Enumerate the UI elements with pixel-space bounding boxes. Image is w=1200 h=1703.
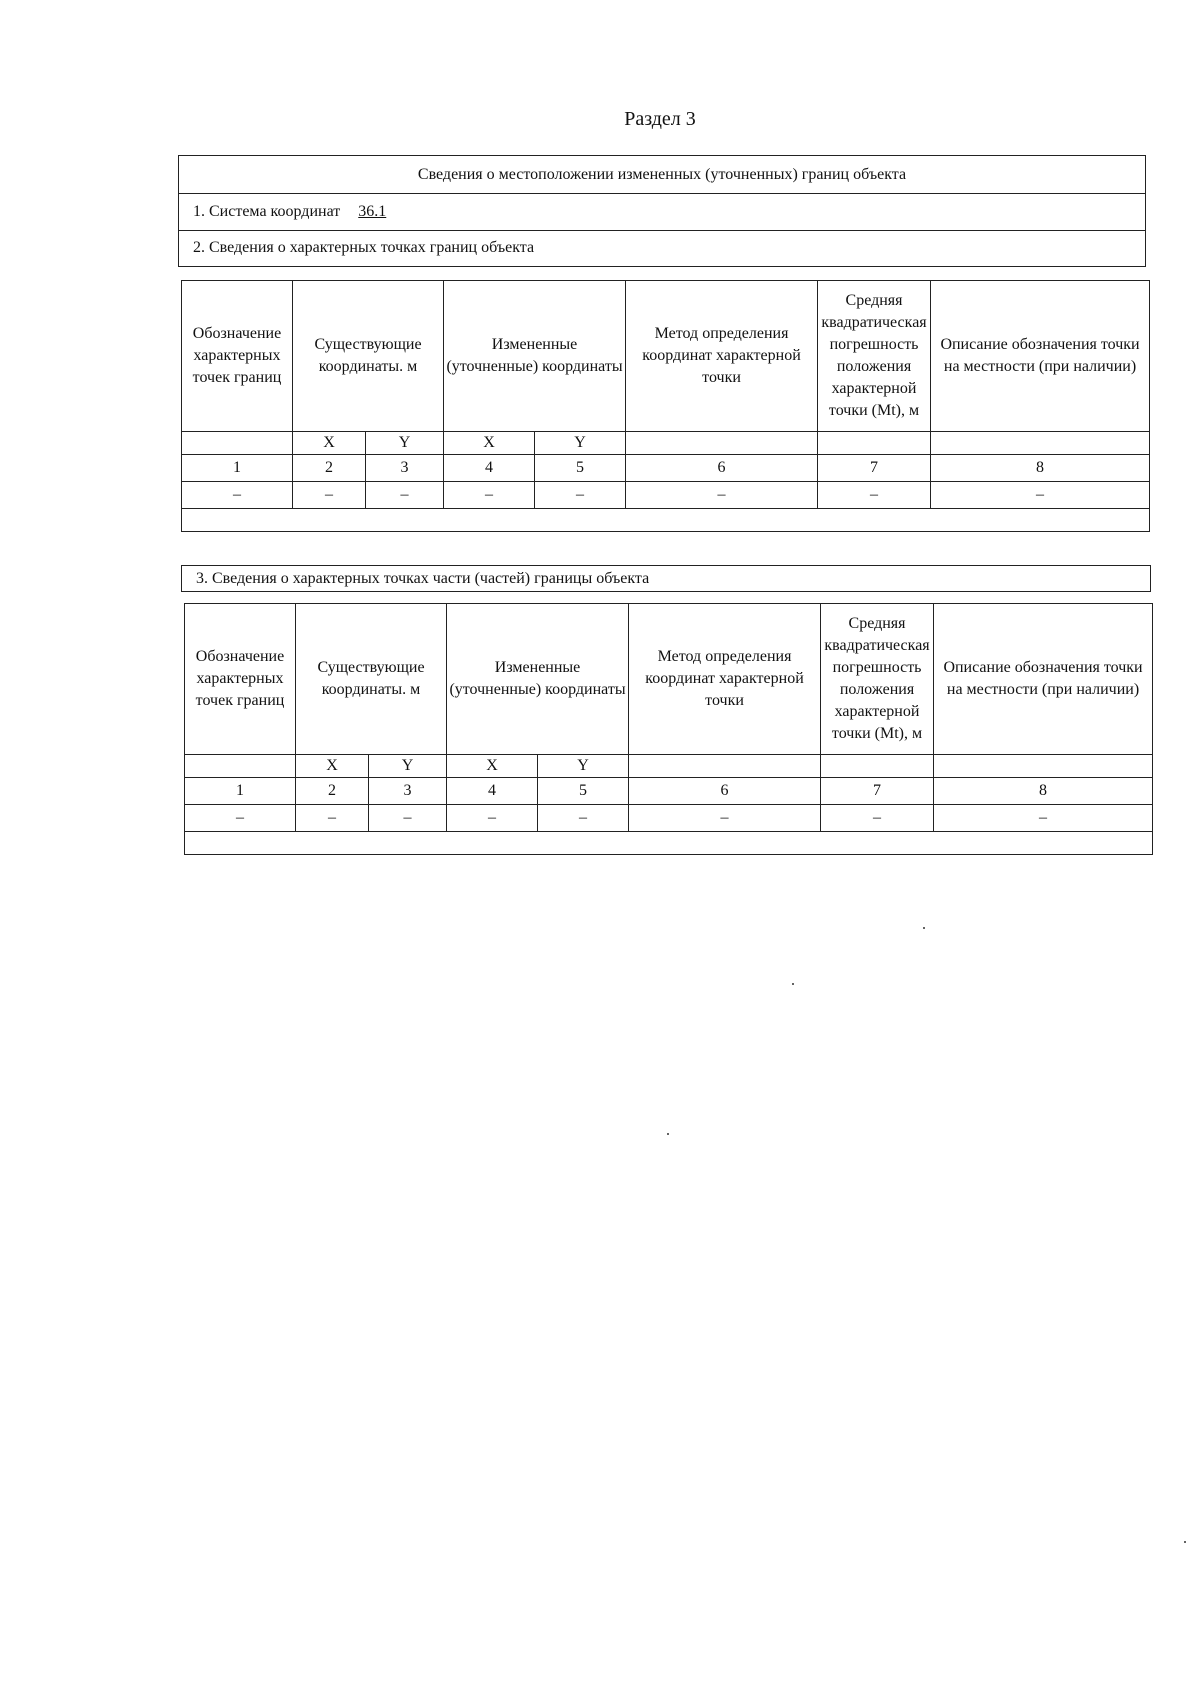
dash-cell: – [444,482,535,509]
dash-cell: – [626,482,818,509]
col-number: 1 [185,778,296,805]
sub-empty [818,432,931,455]
sub-y-changed: Y [535,432,626,455]
header-existing-coords: Существующие координаты. м [296,604,447,755]
dash-cell: – [821,805,934,832]
header-method: Метод определения координат характерной точки [629,604,821,755]
col-number: 6 [626,455,818,482]
dash-cell: – [182,482,293,509]
empty-row [185,832,1153,855]
sub-empty [821,755,934,778]
coord-system-label: 1. Система координат [193,203,341,220]
sub-empty [626,432,818,455]
dash-cell: – [447,805,538,832]
dash-cell: – [296,805,369,832]
sub-x-changed: X [447,755,538,778]
sub-empty [185,755,296,778]
col-number: 4 [447,778,538,805]
coord-system-row [179,194,1145,231]
header-mean-error: Средняя квадратическая погрешность положения характерной точки (Mt), м [821,604,934,755]
dash-cell: – [538,805,629,832]
header-method: Метод определения координат характерной точки [626,281,818,432]
dash-cell: – [535,482,626,509]
points-table-main [181,280,1150,532]
col-number: 5 [535,455,626,482]
sub-x-existing: X [296,755,369,778]
coord-system-value: 36.1 [358,203,387,220]
sub-x-existing: X [293,432,366,455]
sub-empty [182,432,293,455]
col-number: 7 [818,455,931,482]
dash-cell: – [818,482,931,509]
dash-cell: – [185,805,296,832]
col-number: 2 [293,455,366,482]
sub-empty [931,432,1150,455]
header-changed-coords: Измененные (уточненные) координаты [447,604,629,755]
scan-speck [792,983,794,985]
dash-cell: – [629,805,821,832]
header-mean-error: Средняя квадратическая погрешность положения характерной точки (Mt), м [818,281,931,432]
scan-speck [923,927,925,929]
header-description: Описание обозначения точки на местности (при наличии) [931,281,1150,432]
col-number: 2 [296,778,369,805]
header-changed-coords: Измененные (уточненные) координаты [444,281,626,432]
col-number: 4 [444,455,535,482]
sub-empty [934,755,1153,778]
dash-cell: – [369,805,447,832]
info-heading: Сведения о местоположении измененных (уточненных) границ объекта [179,156,1145,194]
header-existing-coords: Существующие координаты. м [293,281,444,432]
dash-cell: – [934,805,1153,832]
dash-cell: – [366,482,444,509]
col-number: 7 [821,778,934,805]
col-number: 1 [182,455,293,482]
header-point-designation: Обозначение характерных точек границ [185,604,296,755]
sub-empty [629,755,821,778]
col-number: 8 [934,778,1153,805]
points-heading: 2. Сведения о характерных точках границ объекта [193,239,535,256]
col-number: 3 [366,455,444,482]
scan-speck [667,1133,669,1135]
col-number: 6 [629,778,821,805]
sub-x-changed: X [444,432,535,455]
section-title: Раздел 3 [624,108,696,130]
sub-y-existing: Y [366,432,444,455]
points-table-part [184,603,1153,855]
header-description: Описание обозначения точки на местности (при наличии) [934,604,1153,755]
part-heading: 3. Сведения о характерных точках части (частей) границы объекта [181,565,1151,592]
scan-speck [1184,1541,1186,1543]
dash-cell: – [293,482,366,509]
empty-row [182,509,1150,532]
col-number: 8 [931,455,1150,482]
sub-y-existing: Y [369,755,447,778]
info-box [178,155,1146,267]
sub-y-changed: Y [538,755,629,778]
dash-cell: – [931,482,1150,509]
col-number: 3 [369,778,447,805]
col-number: 5 [538,778,629,805]
header-point-designation: Обозначение характерных точек границ [182,281,293,432]
